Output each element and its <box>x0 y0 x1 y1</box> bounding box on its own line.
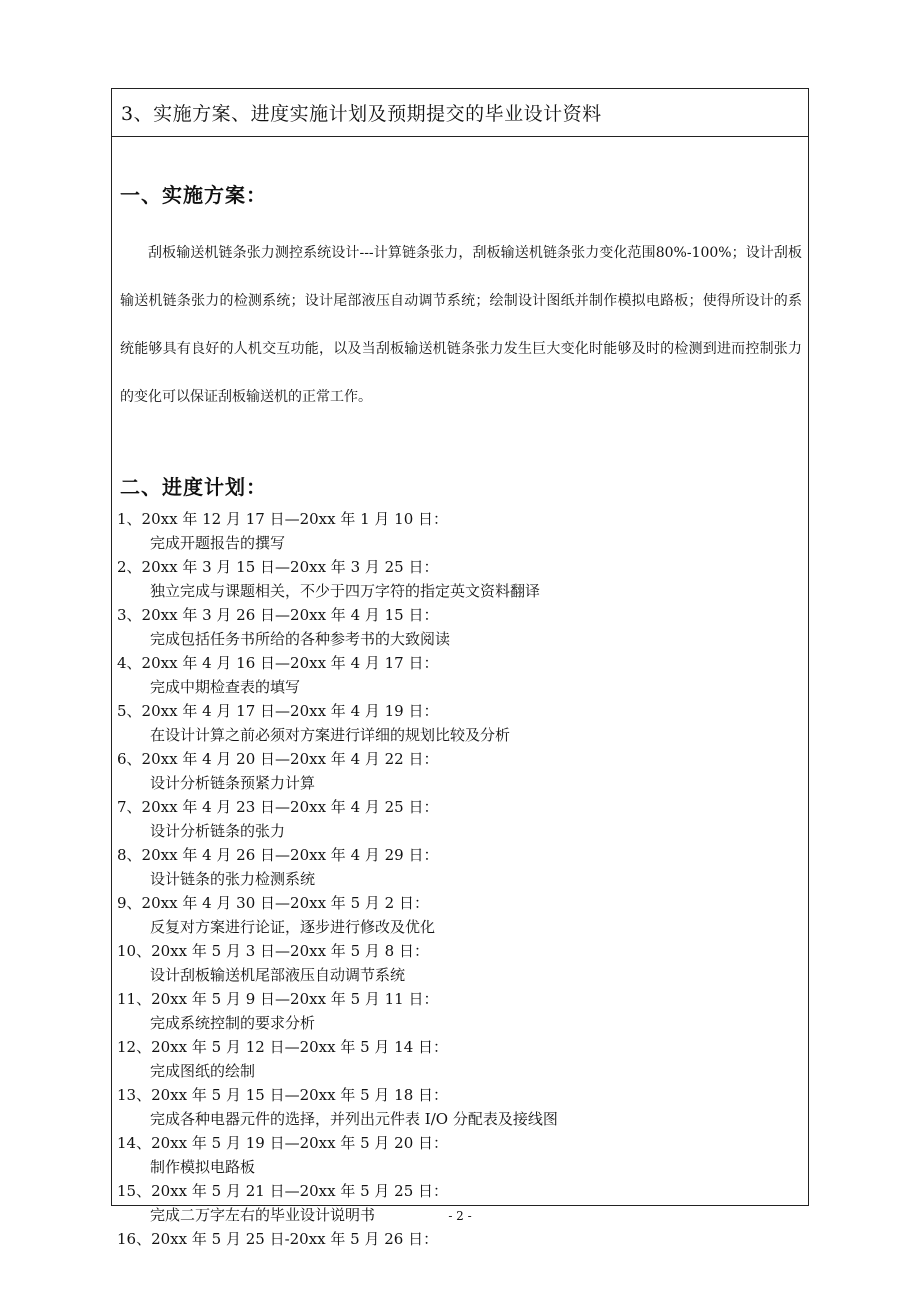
form-table <box>111 88 809 1248</box>
schedule-date: 14、20xx 年 5 月 19 日—20xx 年 5 月 20 日： <box>117 1134 449 1152</box>
schedule-item <box>117 987 805 1035</box>
schedule-task: 完成系统控制的要求分析 <box>150 1014 316 1032</box>
schedule-list <box>117 507 805 1251</box>
schedule-item <box>117 795 805 843</box>
schedule-item <box>117 651 805 699</box>
schedule-item <box>117 891 805 939</box>
schedule-date: 6、20xx 年 4 月 20 日—20xx 年 4 月 22 日： <box>117 750 439 768</box>
schedule-task: 完成开题报告的撰写 <box>150 534 286 552</box>
schedule-date: 5、20xx 年 4 月 17 日—20xx 年 4 月 19 日： <box>117 702 439 720</box>
section-title-row <box>112 89 808 137</box>
schedule-task: 完成各种电器元件的选择，并列出元件表 I/O 分配表及接线图 <box>150 1110 558 1128</box>
schedule-date: 15、20xx 年 5 月 21 日—20xx 年 5 月 25 日： <box>117 1182 449 1200</box>
schedule-date: 11、20xx 年 5 月 9 日—20xx 年 5 月 11 日： <box>117 990 439 1008</box>
schedule-date: 13、20xx 年 5 月 15 日—20xx 年 5 月 18 日： <box>117 1086 449 1104</box>
schedule-task: 反复对方案进行论证，逐步进行修改及优化 <box>150 918 436 936</box>
schedule-date: 12、20xx 年 5 月 12 日—20xx 年 5 月 14 日： <box>117 1038 449 1056</box>
schedule-task: 完成二万字左右的毕业设计说明书 <box>150 1206 376 1224</box>
schedule-date: 1、20xx 年 12 月 17 日—20xx 年 1 月 10 日： <box>117 510 449 528</box>
schedule-task: 在设计计算之前必须对方案进行详细的规划比较及分析 <box>150 726 511 744</box>
schedule-task: 完成中期检查表的填写 <box>150 678 301 696</box>
schedule-heading: 二、进度计划： <box>120 475 267 499</box>
schedule-task: 设计分析链条的张力 <box>150 822 286 840</box>
schedule-date: 2、20xx 年 3 月 15 日—20xx 年 3 月 25 日： <box>117 558 439 576</box>
section-title: 3、实施方案、进度实施计划及预期提交的毕业设计资料 <box>121 103 602 125</box>
schedule-task: 制作模拟电路板 <box>150 1158 256 1176</box>
schedule-task: 完成图纸的绘制 <box>150 1062 256 1080</box>
schedule-date: 8、20xx 年 4 月 26 日—20xx 年 4 月 29 日： <box>117 846 439 864</box>
schedule-task: 设计链条的张力检测系统 <box>150 870 316 888</box>
schedule-item <box>117 747 805 795</box>
page-number: - 2 - <box>448 1209 472 1223</box>
implementation-paragraph: 刮板输送机链条张力测控系统设计---计算链条张力，刮板输送机链条张力变化范围80%-100%；设计刮板输送机链条张力的检测系统；设计尾部液压自动调节系统；绘制设计图纸并制作模拟电路板；使得所设计的系统能够具有良好的人机交互功能，以及当刮板输送机链条张力发生巨大变化时能够及时的检测到进而控制张力的变化可以保证刮板输送机的正常工作。 <box>120 245 802 405</box>
schedule-item <box>117 1227 805 1251</box>
schedule-date: 3、20xx 年 3 月 26 日—20xx 年 4 月 15 日： <box>117 606 439 624</box>
schedule-date: 7、20xx 年 4 月 23 日—20xx 年 4 月 25 日： <box>117 798 439 816</box>
schedule-task: 设计刮板输送机尾部液压自动调节系统 <box>150 966 406 984</box>
schedule-item <box>117 939 805 987</box>
schedule-item <box>117 699 805 747</box>
schedule-item <box>117 507 805 555</box>
schedule-item <box>117 555 805 603</box>
schedule-item <box>117 603 805 651</box>
schedule-item <box>117 1083 805 1131</box>
schedule-item <box>117 1035 805 1083</box>
schedule-task: 完成包括任务书所给的各种参考书的大致阅读 <box>150 630 451 648</box>
schedule-date: 16、20xx 年 5 月 25 日-20xx 年 5 月 26 日： <box>117 1230 439 1248</box>
schedule-date: 4、20xx 年 4 月 16 日—20xx 年 4 月 17 日： <box>117 654 439 672</box>
schedule-item <box>117 1131 805 1179</box>
schedule-task: 设计分析链条预紧力计算 <box>150 774 316 792</box>
schedule-item <box>117 843 805 891</box>
schedule-date: 10、20xx 年 5 月 3 日—20xx 年 5 月 8 日： <box>117 942 429 960</box>
implementation-heading: 一、实施方案： <box>120 183 267 207</box>
schedule-task: 独立完成与课题相关，不少于四万字符的指定英文资料翻译 <box>150 582 541 600</box>
schedule-date: 9、20xx 年 4 月 30 日—20xx 年 5 月 2 日： <box>117 894 429 912</box>
